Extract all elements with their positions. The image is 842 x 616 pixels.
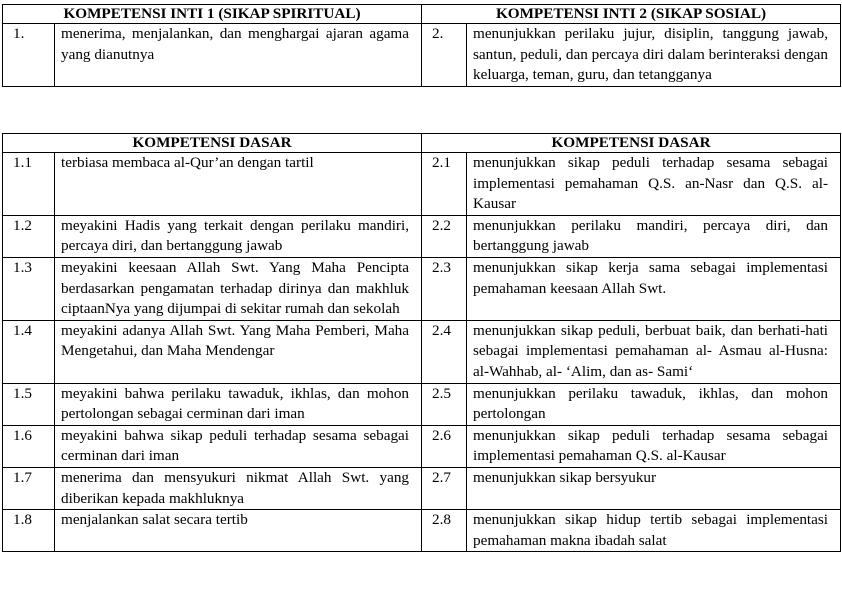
kd-right-number: 2.8 <box>422 510 467 552</box>
kd-left-text: meyakini keesaan Allah Swt. Yang Maha Pencipta berdasarkan pengamatan terhadap dirinya dan makhluk ciptaanNya yang dijumpai di sekitar rumah dan sekolah <box>55 257 422 320</box>
kd-right-number: 2.2 <box>422 215 467 257</box>
kd-left-number: 1.3 <box>3 257 55 320</box>
kd-left-text: meyakini adanya Allah Swt. Yang Maha Pemberi, Maha Mengetahui, dan Maha Mendengar <box>55 320 422 383</box>
kd-left-number: 1.7 <box>3 467 55 509</box>
kd-left-text: menjalankan salat secara tertib <box>55 510 422 552</box>
kd-right-text: menunjukkan sikap bersyukur <box>467 467 841 509</box>
ki2-text: menunjukkan perilaku jujur, disiplin, tanggung jawab, santun, peduli, dan percaya diri dalam berinteraksi dengan keluarga, teman, guru, dan tetangganya <box>467 24 841 87</box>
kd-right-header: KOMPETENSI DASAR <box>422 134 841 153</box>
kd-left-header: KOMPETENSI DASAR <box>3 134 422 153</box>
kompetensi-dasar-table <box>2 133 841 552</box>
kd-row <box>3 383 841 425</box>
ki-content-row <box>3 24 841 87</box>
kd-right-text: menunjukkan sikap kerja sama sebagai implementasi pemahaman keesaan Allah Swt. <box>467 257 841 320</box>
ki1-text: menerima, menjalankan, dan menghargai ajaran agama yang dianutnya <box>55 24 422 87</box>
kd-right-number: 2.7 <box>422 467 467 509</box>
kd-left-text: meyakini bahwa sikap peduli terhadap sesama sebagai cerminan dari iman <box>55 425 422 467</box>
kd-right-number: 2.3 <box>422 257 467 320</box>
kd-row <box>3 425 841 467</box>
ki2-header: KOMPETENSI INTI 2 (SIKAP SOSIAL) <box>422 5 841 24</box>
kd-left-text: meyakini bahwa perilaku tawaduk, ikhlas, dan mohon pertolongan sebagai cerminan dari iman <box>55 383 422 425</box>
ki2-number: 2. <box>422 24 467 87</box>
kd-right-text: menunjukkan sikap peduli terhadap sesama sebagai implementasi pemahaman Q.S. an-Nasr dan Q.S. al-Kausar <box>467 153 841 216</box>
kd-right-text: menunjukkan perilaku tawaduk, ikhlas, dan mohon pertolongan <box>467 383 841 425</box>
kd-row <box>3 215 841 257</box>
kd-right-text: menunjukkan sikap peduli, berbuat baik, dan berhati-hati sebagai implementasi pemahaman al- Asmau al-Husna: al-Wahhab, al- ‘Alim, dan as- Sami‘ <box>467 320 841 383</box>
kd-row <box>3 320 841 383</box>
ki-header-row <box>3 5 841 24</box>
kd-right-text: menunjukkan sikap hidup tertib sebagai implementasi pemahaman makna ibadah salat <box>467 510 841 552</box>
kd-left-text: terbiasa membaca al-Qur’an dengan tartil <box>55 153 422 216</box>
kd-left-number: 1.6 <box>3 425 55 467</box>
ki1-header: KOMPETENSI INTI 1 (SIKAP SPIRITUAL) <box>3 5 422 24</box>
kd-row <box>3 467 841 509</box>
kd-header-row <box>3 134 841 153</box>
ki1-number: 1. <box>3 24 55 87</box>
kd-right-number: 2.1 <box>422 153 467 216</box>
kd-left-number: 1.1 <box>3 153 55 216</box>
kd-left-number: 1.2 <box>3 215 55 257</box>
kd-right-number: 2.4 <box>422 320 467 383</box>
kd-left-text: meyakini Hadis yang terkait dengan perilaku mandiri, percaya diri, dan bertanggung jawab <box>55 215 422 257</box>
kd-right-text: menunjukkan sikap peduli terhadap sesama sebagai implementasi pemahaman Q.S. al-Kausar <box>467 425 841 467</box>
kd-right-text: menunjukkan perilaku mandiri, percaya diri, dan bertanggung jawab <box>467 215 841 257</box>
kd-left-number: 1.8 <box>3 510 55 552</box>
kd-row <box>3 257 841 320</box>
kd-left-number: 1.5 <box>3 383 55 425</box>
kd-right-number: 2.6 <box>422 425 467 467</box>
kd-left-number: 1.4 <box>3 320 55 383</box>
kd-row <box>3 153 841 216</box>
kd-left-text: menerima dan mensyukuri nikmat Allah Swt. yang diberikan kepada makhluknya <box>55 467 422 509</box>
kd-right-number: 2.5 <box>422 383 467 425</box>
kompetensi-inti-table <box>2 4 841 87</box>
kd-row <box>3 510 841 552</box>
